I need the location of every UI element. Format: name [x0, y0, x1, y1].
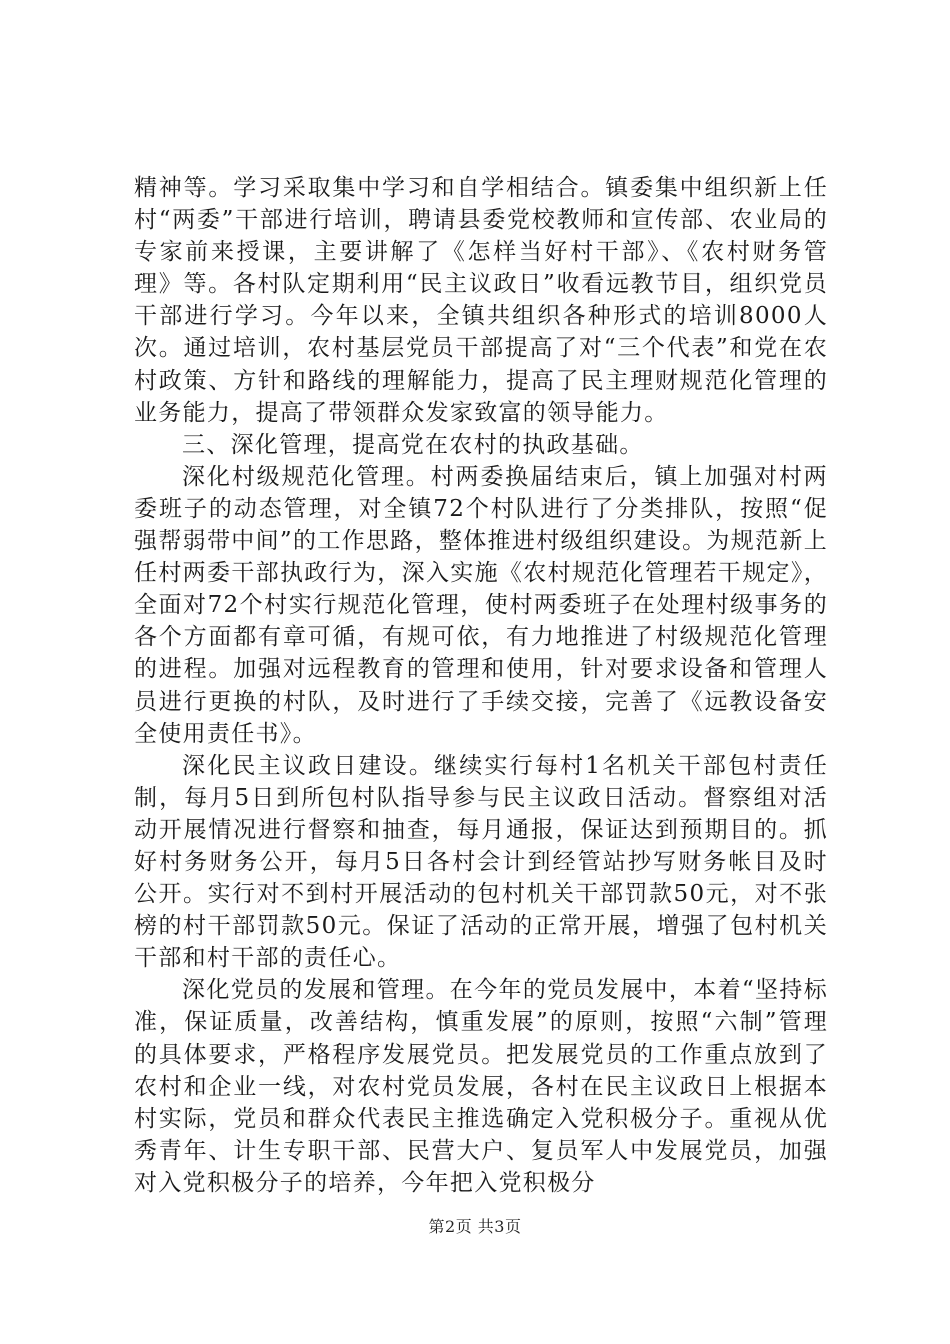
- paragraph-training: 精神等。学习采取集中学习和自学相结合。镇委集中组织新上任村“两委”干部进行培训，聘请县委党校教师和宣传部、农业局的专家前来授课，主要讲解了《怎样当好村干部》、《农村财务管理》等。各村队定期利用“民主议政日”收看远教节目，组织党员干部进行学习。今年以来，全镇共组织各种形式的培训8000人次。通过培训，农村基层党员干部提高了对“三个代表”和党在农村政策、方针和路线的理解能力，提高了民主理财规范化管理的业务能力，提高了带领群众发家致富的领导能力。: [134, 175, 828, 426]
- page-number-footer: 第2页 共3页: [428, 1217, 522, 1236]
- paragraph-village-management: 深化村级规范化管理。村两委换届结束后，镇上加强对村两委班子的动态管理，对全镇72个村队进行了分类排队，按照“促强帮弱带中间”的工作思路，整体推进村级组织建设。为规范新上任村两委干部执政行为，深入实施《农村规范化管理若干规定》，全面对72个村实行规范化管理，使村两委班子在处理村级事务的各个方面都有章可循，有规可依，有力地推进了村级规范化管理的进程。加强对远程教育的管理和使用，针对要求设备和管理人员进行更换的村队，及时进行了手续交接，完善了《远教设备安全使用责任书》。: [134, 463, 828, 747]
- section-heading-deepen-management: 三、深化管理，提高党在农村的执政基础。: [182, 431, 644, 458]
- document-body: [134, 172, 828, 1199]
- paragraph-democratic-day: 深化民主议政日建设。继续实行每村1名机关干部包村责任制，每月5日到所包村队指导参与民主议政日活动。督察组对活动开展情况进行督察和抽查，每月通报，保证达到预期目的。抓好村务财务公开，每月5日各村会计到经管站抄写财务帐目及时公开。实行对不到村开展活动的包村机关干部罚款50元，对不张榜的村干部罚款50元。保证了活动的正常开展，增强了包村机关干部和村干部的责任心。: [134, 752, 828, 972]
- paragraph-party-member-development: 深化党员的发展和管理。在今年的党员发展中，本着“坚持标准，保证质量，改善结构，慎重发展”的原则，按照“六制”管理的具体要求，严格程序发展党员。把发展党员的工作重点放到了农村和企业一线，对农村党员发展，各村在民主议政日上根据本村实际，党员和群众代表民主推选确定入党积极分子。重视从优秀青年、计生专职干部、民营大户、复员军人中发展党员，加强对入党积极分子的培养，今年把入党积极分: [134, 977, 828, 1196]
